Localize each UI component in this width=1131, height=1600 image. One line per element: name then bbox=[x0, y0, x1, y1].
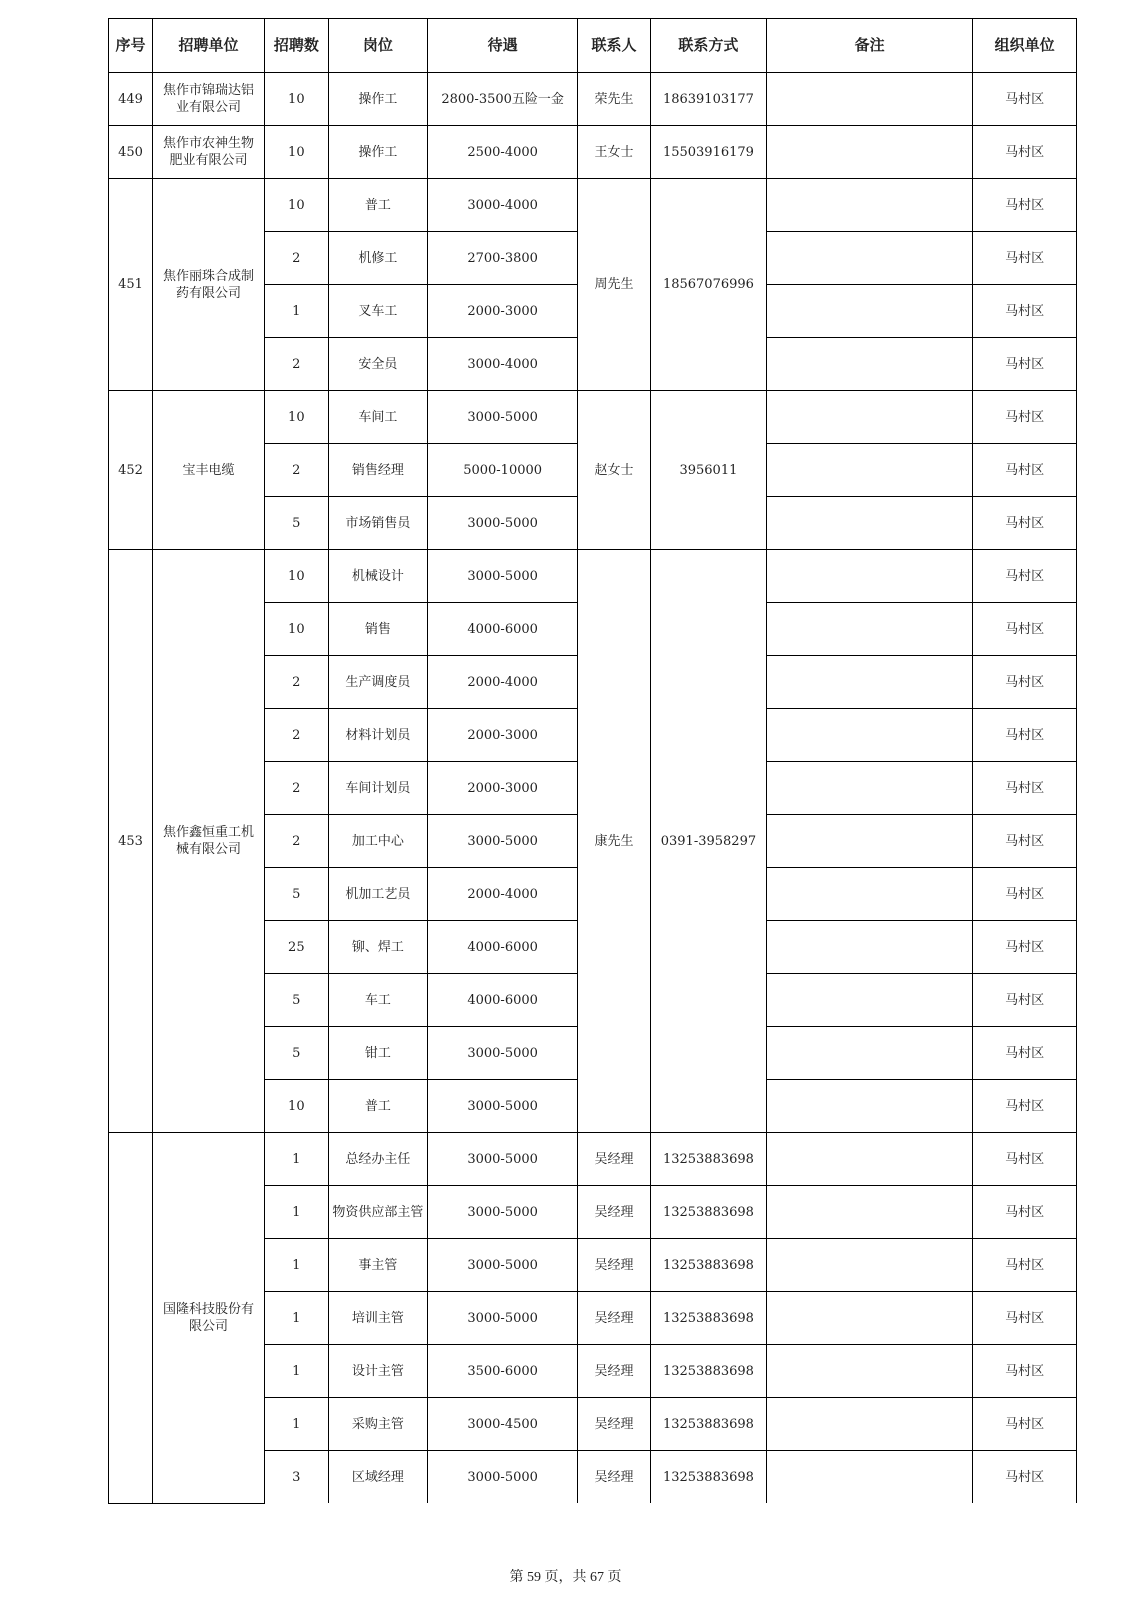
pay-cell: 3000-5000 bbox=[428, 1027, 578, 1080]
phone-cell: 18639103177 bbox=[650, 73, 766, 126]
count-cell: 1 bbox=[265, 285, 329, 338]
count-cell: 10 bbox=[265, 179, 329, 232]
org-cell: 马村区 bbox=[973, 1292, 1077, 1345]
remarks-cell bbox=[766, 815, 972, 868]
count-cell: 2 bbox=[265, 656, 329, 709]
header-contact: 联系人 bbox=[578, 19, 651, 73]
count-cell: 10 bbox=[265, 550, 329, 603]
table-row bbox=[109, 1133, 1077, 1186]
remarks-cell bbox=[766, 338, 972, 391]
phone-cell: 13253883698 bbox=[650, 1292, 766, 1345]
org-cell: 马村区 bbox=[973, 1186, 1077, 1239]
post-cell: 设计主管 bbox=[328, 1345, 428, 1398]
count-cell: 3 bbox=[265, 1451, 329, 1504]
org-cell: 马村区 bbox=[973, 815, 1077, 868]
pay-cell: 3000-5000 bbox=[428, 1239, 578, 1292]
pay-cell: 2000-4000 bbox=[428, 656, 578, 709]
pay-cell: 3000-5000 bbox=[428, 1186, 578, 1239]
remarks-cell bbox=[766, 1345, 972, 1398]
org-cell: 马村区 bbox=[973, 1345, 1077, 1398]
pay-cell: 2800-3500五险一金 bbox=[428, 73, 578, 126]
org-cell: 马村区 bbox=[973, 1451, 1077, 1504]
remarks-cell bbox=[766, 921, 972, 974]
post-cell: 机械设计 bbox=[328, 550, 428, 603]
post-cell: 车间工 bbox=[328, 391, 428, 444]
contact-cell: 吴经理 bbox=[578, 1451, 651, 1504]
post-cell: 事主管 bbox=[328, 1239, 428, 1292]
count-cell: 1 bbox=[265, 1345, 329, 1398]
post-cell: 车工 bbox=[328, 974, 428, 1027]
contact-cell: 吴经理 bbox=[578, 1345, 651, 1398]
remarks-cell bbox=[766, 1398, 972, 1451]
phone-cell: 0391-3958297 bbox=[650, 550, 766, 1133]
remarks-cell bbox=[766, 709, 972, 762]
remarks-cell bbox=[766, 868, 972, 921]
remarks-cell bbox=[766, 232, 972, 285]
seq-cell: 453 bbox=[109, 550, 153, 1133]
pay-cell: 3000-5000 bbox=[428, 550, 578, 603]
org-cell: 马村区 bbox=[973, 232, 1077, 285]
post-cell: 加工中心 bbox=[328, 815, 428, 868]
remarks-cell bbox=[766, 73, 972, 126]
phone-cell: 13253883698 bbox=[650, 1398, 766, 1451]
org-cell: 马村区 bbox=[973, 1239, 1077, 1292]
count-cell: 5 bbox=[265, 974, 329, 1027]
post-cell: 销售 bbox=[328, 603, 428, 656]
post-cell: 叉车工 bbox=[328, 285, 428, 338]
contact-cell: 吴经理 bbox=[578, 1398, 651, 1451]
org-cell: 马村区 bbox=[973, 603, 1077, 656]
contact-cell: 吴经理 bbox=[578, 1292, 651, 1345]
post-cell: 生产调度员 bbox=[328, 656, 428, 709]
seq-cell bbox=[109, 1133, 153, 1504]
remarks-cell bbox=[766, 974, 972, 1027]
phone-cell: 13253883698 bbox=[650, 1186, 766, 1239]
org-cell: 马村区 bbox=[973, 444, 1077, 497]
pay-cell: 3000-4500 bbox=[428, 1398, 578, 1451]
post-cell: 操作工 bbox=[328, 126, 428, 179]
count-cell: 10 bbox=[265, 126, 329, 179]
remarks-cell bbox=[766, 762, 972, 815]
remarks-cell bbox=[766, 1239, 972, 1292]
company-cell: 焦作市农神生物肥业有限公司 bbox=[153, 126, 265, 179]
org-cell: 马村区 bbox=[973, 762, 1077, 815]
remarks-cell bbox=[766, 179, 972, 232]
seq-cell: 452 bbox=[109, 391, 153, 550]
pay-cell: 5000-10000 bbox=[428, 444, 578, 497]
count-cell: 2 bbox=[265, 338, 329, 391]
contact-cell: 吴经理 bbox=[578, 1239, 651, 1292]
company-cell: 焦作丽珠合成制药有限公司 bbox=[153, 179, 265, 391]
post-cell: 区域经理 bbox=[328, 1451, 428, 1504]
remarks-cell bbox=[766, 1027, 972, 1080]
table-row bbox=[109, 550, 1077, 603]
pay-cell: 3000-4000 bbox=[428, 338, 578, 391]
remarks-cell bbox=[766, 1080, 972, 1133]
pay-cell: 2000-3000 bbox=[428, 762, 578, 815]
post-cell: 铆、焊工 bbox=[328, 921, 428, 974]
count-cell: 2 bbox=[265, 815, 329, 868]
seq-cell: 450 bbox=[109, 126, 153, 179]
remarks-cell bbox=[766, 1292, 972, 1345]
remarks-cell bbox=[766, 444, 972, 497]
post-cell: 市场销售员 bbox=[328, 497, 428, 550]
count-cell: 2 bbox=[265, 232, 329, 285]
post-cell: 安全员 bbox=[328, 338, 428, 391]
table-row bbox=[109, 391, 1077, 444]
count-cell: 10 bbox=[265, 73, 329, 126]
remarks-cell bbox=[766, 497, 972, 550]
pay-cell: 3000-5000 bbox=[428, 1080, 578, 1133]
remarks-cell bbox=[766, 1133, 972, 1186]
pay-cell: 3000-5000 bbox=[428, 497, 578, 550]
org-cell: 马村区 bbox=[973, 1080, 1077, 1133]
post-cell: 钳工 bbox=[328, 1027, 428, 1080]
org-cell: 马村区 bbox=[973, 285, 1077, 338]
count-cell: 2 bbox=[265, 762, 329, 815]
post-cell: 培训主管 bbox=[328, 1292, 428, 1345]
org-cell: 马村区 bbox=[973, 1398, 1077, 1451]
pay-cell: 2500-4000 bbox=[428, 126, 578, 179]
contact-cell: 王女士 bbox=[578, 126, 651, 179]
recruitment-table bbox=[108, 18, 1077, 1504]
count-cell: 5 bbox=[265, 497, 329, 550]
post-cell: 销售经理 bbox=[328, 444, 428, 497]
header-org: 组织单位 bbox=[973, 19, 1077, 73]
count-cell: 5 bbox=[265, 868, 329, 921]
remarks-cell bbox=[766, 656, 972, 709]
company-cell: 焦作鑫恒重工机械有限公司 bbox=[153, 550, 265, 1133]
contact-cell: 荣先生 bbox=[578, 73, 651, 126]
phone-cell: 3956011 bbox=[650, 391, 766, 550]
count-cell: 1 bbox=[265, 1239, 329, 1292]
header-company: 招聘单位 bbox=[153, 19, 265, 73]
org-cell: 马村区 bbox=[973, 656, 1077, 709]
pay-cell: 2700-3800 bbox=[428, 232, 578, 285]
count-cell: 10 bbox=[265, 603, 329, 656]
post-cell: 机修工 bbox=[328, 232, 428, 285]
post-cell: 物资供应部主管 bbox=[328, 1186, 428, 1239]
count-cell: 1 bbox=[265, 1292, 329, 1345]
header-phone: 联系方式 bbox=[650, 19, 766, 73]
company-cell: 宝丰电缆 bbox=[153, 391, 265, 550]
org-cell: 马村区 bbox=[973, 497, 1077, 550]
org-cell: 马村区 bbox=[973, 1027, 1077, 1080]
org-cell: 马村区 bbox=[973, 550, 1077, 603]
header-post: 岗位 bbox=[328, 19, 428, 73]
header-row bbox=[109, 19, 1077, 73]
pay-cell: 3500-6000 bbox=[428, 1345, 578, 1398]
org-cell: 马村区 bbox=[973, 1133, 1077, 1186]
remarks-cell bbox=[766, 1451, 972, 1504]
pay-cell: 2000-3000 bbox=[428, 285, 578, 338]
pay-cell: 4000-6000 bbox=[428, 921, 578, 974]
remarks-cell bbox=[766, 285, 972, 338]
contact-cell: 康先生 bbox=[578, 550, 651, 1133]
org-cell: 马村区 bbox=[973, 974, 1077, 1027]
pay-cell: 3000-5000 bbox=[428, 815, 578, 868]
pay-cell: 3000-5000 bbox=[428, 1292, 578, 1345]
post-cell: 总经办主任 bbox=[328, 1133, 428, 1186]
header-count: 招聘数 bbox=[265, 19, 329, 73]
header-seq: 序号 bbox=[109, 19, 153, 73]
phone-cell: 15503916179 bbox=[650, 126, 766, 179]
header-pay: 待遇 bbox=[428, 19, 578, 73]
pay-cell: 4000-6000 bbox=[428, 603, 578, 656]
phone-cell: 13253883698 bbox=[650, 1451, 766, 1504]
remarks-cell bbox=[766, 550, 972, 603]
pay-cell: 3000-5000 bbox=[428, 1451, 578, 1504]
contact-cell: 吴经理 bbox=[578, 1133, 651, 1186]
org-cell: 马村区 bbox=[973, 921, 1077, 974]
post-cell: 材料计划员 bbox=[328, 709, 428, 762]
count-cell: 10 bbox=[265, 1080, 329, 1133]
count-cell: 1 bbox=[265, 1186, 329, 1239]
org-cell: 马村区 bbox=[973, 179, 1077, 232]
table-body bbox=[109, 73, 1077, 1504]
phone-cell: 13253883698 bbox=[650, 1133, 766, 1186]
contact-cell: 吴经理 bbox=[578, 1186, 651, 1239]
pay-cell: 3000-5000 bbox=[428, 1133, 578, 1186]
seq-cell: 451 bbox=[109, 179, 153, 391]
seq-cell: 449 bbox=[109, 73, 153, 126]
post-cell: 采购主管 bbox=[328, 1398, 428, 1451]
pay-cell: 2000-3000 bbox=[428, 709, 578, 762]
org-cell: 马村区 bbox=[973, 338, 1077, 391]
count-cell: 1 bbox=[265, 1398, 329, 1451]
post-cell: 操作工 bbox=[328, 73, 428, 126]
count-cell: 2 bbox=[265, 444, 329, 497]
post-cell: 普工 bbox=[328, 179, 428, 232]
count-cell: 2 bbox=[265, 709, 329, 762]
post-cell: 普工 bbox=[328, 1080, 428, 1133]
remarks-cell bbox=[766, 1186, 972, 1239]
contact-cell: 周先生 bbox=[578, 179, 651, 391]
pay-cell: 2000-4000 bbox=[428, 868, 578, 921]
phone-cell: 13253883698 bbox=[650, 1345, 766, 1398]
remarks-cell bbox=[766, 126, 972, 179]
header-remarks: 备注 bbox=[766, 19, 972, 73]
phone-cell: 13253883698 bbox=[650, 1239, 766, 1292]
company-cell: 国隆科技股份有限公司 bbox=[153, 1133, 265, 1504]
page-footer: 第 59 页，共 67 页 bbox=[509, 1570, 622, 1585]
count-cell: 25 bbox=[265, 921, 329, 974]
count-cell: 5 bbox=[265, 1027, 329, 1080]
pay-cell: 3000-5000 bbox=[428, 391, 578, 444]
org-cell: 马村区 bbox=[973, 73, 1077, 126]
remarks-cell bbox=[766, 603, 972, 656]
phone-cell: 18567076996 bbox=[650, 179, 766, 391]
org-cell: 马村区 bbox=[973, 126, 1077, 179]
company-cell: 焦作市锦瑞达铝业有限公司 bbox=[153, 73, 265, 126]
table-row bbox=[109, 179, 1077, 232]
post-cell: 车间计划员 bbox=[328, 762, 428, 815]
count-cell: 1 bbox=[265, 1133, 329, 1186]
org-cell: 马村区 bbox=[973, 709, 1077, 762]
org-cell: 马村区 bbox=[973, 391, 1077, 444]
remarks-cell bbox=[766, 391, 972, 444]
contact-cell: 赵女士 bbox=[578, 391, 651, 550]
pay-cell: 4000-6000 bbox=[428, 974, 578, 1027]
table-row bbox=[109, 126, 1077, 179]
org-cell: 马村区 bbox=[973, 868, 1077, 921]
pay-cell: 3000-4000 bbox=[428, 179, 578, 232]
table-row bbox=[109, 73, 1077, 126]
count-cell: 10 bbox=[265, 391, 329, 444]
post-cell: 机加工艺员 bbox=[328, 868, 428, 921]
